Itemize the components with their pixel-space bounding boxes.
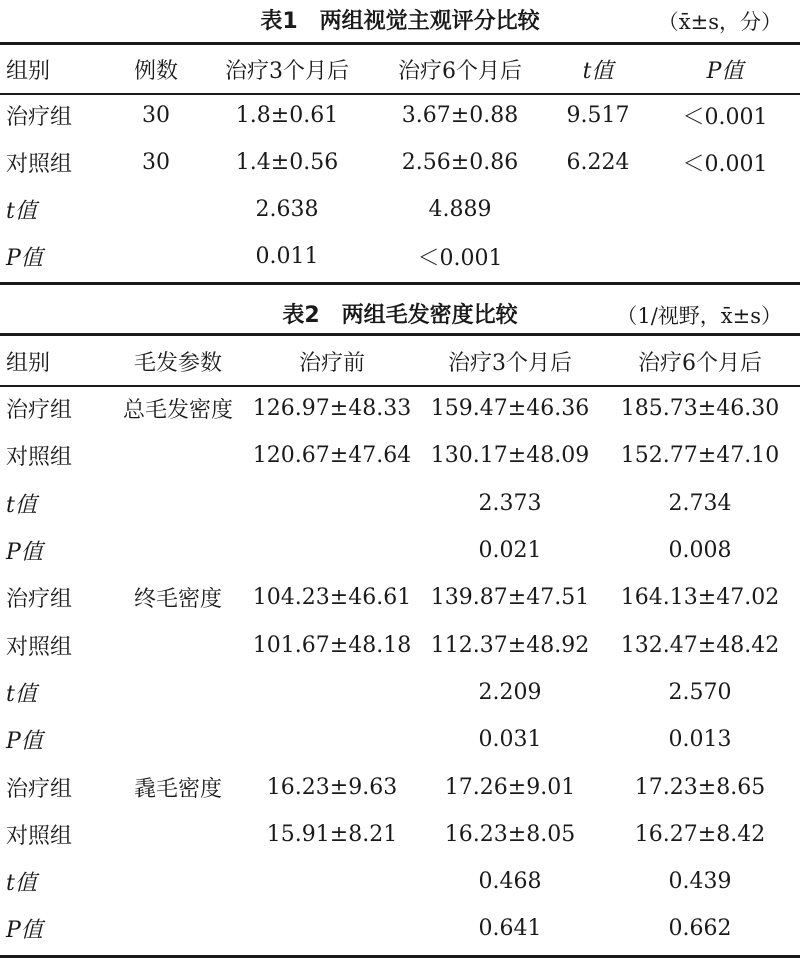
table-cell: ＜0.001 (417, 246, 503, 271)
table-cell: 30 (142, 150, 170, 175)
table-cell: P值 (6, 918, 43, 944)
table-cell: 17.26±9.01 (444, 774, 576, 800)
table-cell: 2.373 (478, 490, 542, 516)
table-cell: 4.889 (428, 197, 492, 222)
table-cell (112, 233, 200, 280)
table-cell (244, 480, 420, 527)
header-cell: P值 (706, 58, 744, 84)
table-cell: 0.008 (668, 538, 732, 564)
table-cell (112, 186, 200, 233)
table-cell: 101.67±48.18 (252, 632, 412, 658)
table-row (0, 811, 800, 858)
table-cell: 治疗组 (6, 776, 73, 802)
table2-title: 表2 两组毛发密度比较 (282, 303, 518, 328)
table-cell: 0.641 (478, 916, 542, 942)
table-row (0, 905, 800, 952)
table-cell: P值 (6, 540, 43, 566)
header-cell: 治疗6个月后 (398, 58, 522, 84)
table-cell (112, 669, 244, 716)
table-row (0, 139, 800, 186)
table2-top-rule (0, 333, 800, 336)
table-cell: 0.439 (668, 869, 732, 895)
table-cell (112, 621, 244, 668)
table-cell: 毳毛密度 (133, 776, 222, 802)
table-cell: 15.91±8.21 (266, 821, 398, 847)
table-cell: 1.8±0.61 (235, 103, 339, 128)
table-cell: 2.56±0.86 (401, 150, 519, 175)
table1-caption (0, 0, 800, 40)
table-cell: 0.031 (478, 727, 542, 753)
table-cell: 6.224 (566, 150, 630, 175)
table-cell: t值 (6, 199, 37, 224)
table2-caption (0, 294, 800, 334)
table-cell (112, 858, 244, 905)
table-cell: 17.23±8.65 (634, 774, 766, 800)
header-cell: 治疗前 (298, 350, 365, 376)
table-cell: 130.17±48.09 (430, 443, 590, 469)
table-cell: 0.013 (668, 727, 732, 753)
table-cell: 139.87±47.51 (430, 585, 590, 611)
table-cell (112, 811, 244, 858)
table-cell: ＜0.001 (682, 105, 768, 130)
header-cell: t值 (582, 58, 614, 84)
table-cell: 164.13±47.02 (620, 585, 780, 611)
table-cell (112, 480, 244, 527)
table-row (0, 385, 800, 432)
table-cell: 终毛密度 (133, 587, 222, 613)
table-cell: 30 (142, 103, 170, 128)
table1 (0, 46, 800, 280)
table-cell (650, 186, 800, 233)
table2-header-row (0, 337, 800, 385)
table-cell (244, 858, 420, 905)
table-cell: ＜0.001 (682, 152, 768, 177)
table-row (0, 186, 800, 233)
table1-bottom-rule (0, 282, 800, 285)
table-cell (650, 233, 800, 280)
table-row (0, 92, 800, 139)
table-cell (244, 669, 420, 716)
table-cell: 2.734 (668, 490, 732, 516)
table-cell (546, 186, 650, 233)
table-cell: 9.517 (566, 103, 630, 128)
table2 (0, 337, 800, 953)
table-cell: 3.67±0.88 (401, 103, 519, 128)
table-cell: 0.021 (478, 538, 542, 564)
table-cell: t值 (6, 871, 37, 897)
table-cell: 治疗组 (6, 398, 73, 424)
table-cell: P值 (6, 246, 43, 271)
table-row (0, 574, 800, 621)
table-row (0, 763, 800, 810)
table-cell: 132.47±48.42 (620, 632, 780, 658)
table-cell (112, 716, 244, 763)
table-cell: 104.23±46.61 (252, 585, 412, 611)
table-cell: 对照组 (6, 634, 73, 660)
table-row (0, 527, 800, 574)
table-cell: t值 (6, 681, 37, 707)
table-cell: 152.77±47.10 (620, 443, 780, 469)
header-cell: 治疗6个月后 (638, 350, 762, 376)
header-cell: 治疗3个月后 (225, 58, 349, 84)
table-cell (244, 905, 420, 952)
table-cell (112, 905, 244, 952)
table-cell: 对照组 (6, 823, 73, 849)
table-cell (546, 233, 650, 280)
table-row (0, 432, 800, 479)
table1-header-row (0, 46, 800, 92)
table-cell: 185.73±46.30 (620, 396, 780, 422)
table-cell: 16.23±8.05 (444, 821, 576, 847)
table-cell: 16.23±9.63 (266, 774, 398, 800)
table-cell: 0.662 (668, 916, 732, 942)
table-row (0, 716, 800, 763)
table-cell: 0.011 (255, 244, 319, 269)
header-cell: 毛发参数 (133, 350, 222, 376)
table2-unit: （1/视野，x̄±s） (616, 304, 782, 328)
table-row (0, 480, 800, 527)
table-row (0, 621, 800, 668)
table-cell: 2.570 (668, 679, 732, 705)
table-cell: 2.638 (255, 197, 319, 222)
header-cell: 治疗3个月后 (448, 350, 572, 376)
table-cell (244, 716, 420, 763)
table-cell: 120.67±47.64 (252, 443, 412, 469)
table-cell (112, 432, 244, 479)
table-cell: 对照组 (6, 445, 73, 471)
table-cell: 0.468 (478, 869, 542, 895)
table-cell: 126.97±48.33 (252, 396, 412, 422)
table-cell: 对照组 (6, 152, 73, 177)
table-row (0, 233, 800, 280)
table-cell: 治疗组 (6, 587, 73, 613)
table-row (0, 669, 800, 716)
table-row (0, 858, 800, 905)
table1-title: 表1 两组视觉主观评分比较 (260, 9, 540, 34)
table-cell (112, 527, 244, 574)
header-cell: 例数 (133, 58, 178, 84)
table-cell: 1.4±0.56 (235, 150, 339, 175)
header-cell: 组别 (6, 350, 51, 376)
table-cell: 总毛发密度 (122, 398, 233, 424)
table-cell (244, 527, 420, 574)
header-cell: 组别 (6, 58, 51, 84)
table1-unit: （x̄±s，分） (657, 10, 782, 34)
table2-bottom-rule (0, 955, 800, 958)
table-cell: t值 (6, 492, 37, 518)
table-cell: 16.27±8.42 (634, 821, 766, 847)
table-cell: 112.37±48.92 (430, 632, 590, 658)
table-cell: 治疗组 (6, 105, 73, 130)
table1-top-rule (0, 42, 800, 45)
table-cell: 2.209 (478, 679, 542, 705)
table-cell: P值 (6, 729, 43, 755)
table-cell: 159.47±46.36 (430, 396, 590, 422)
